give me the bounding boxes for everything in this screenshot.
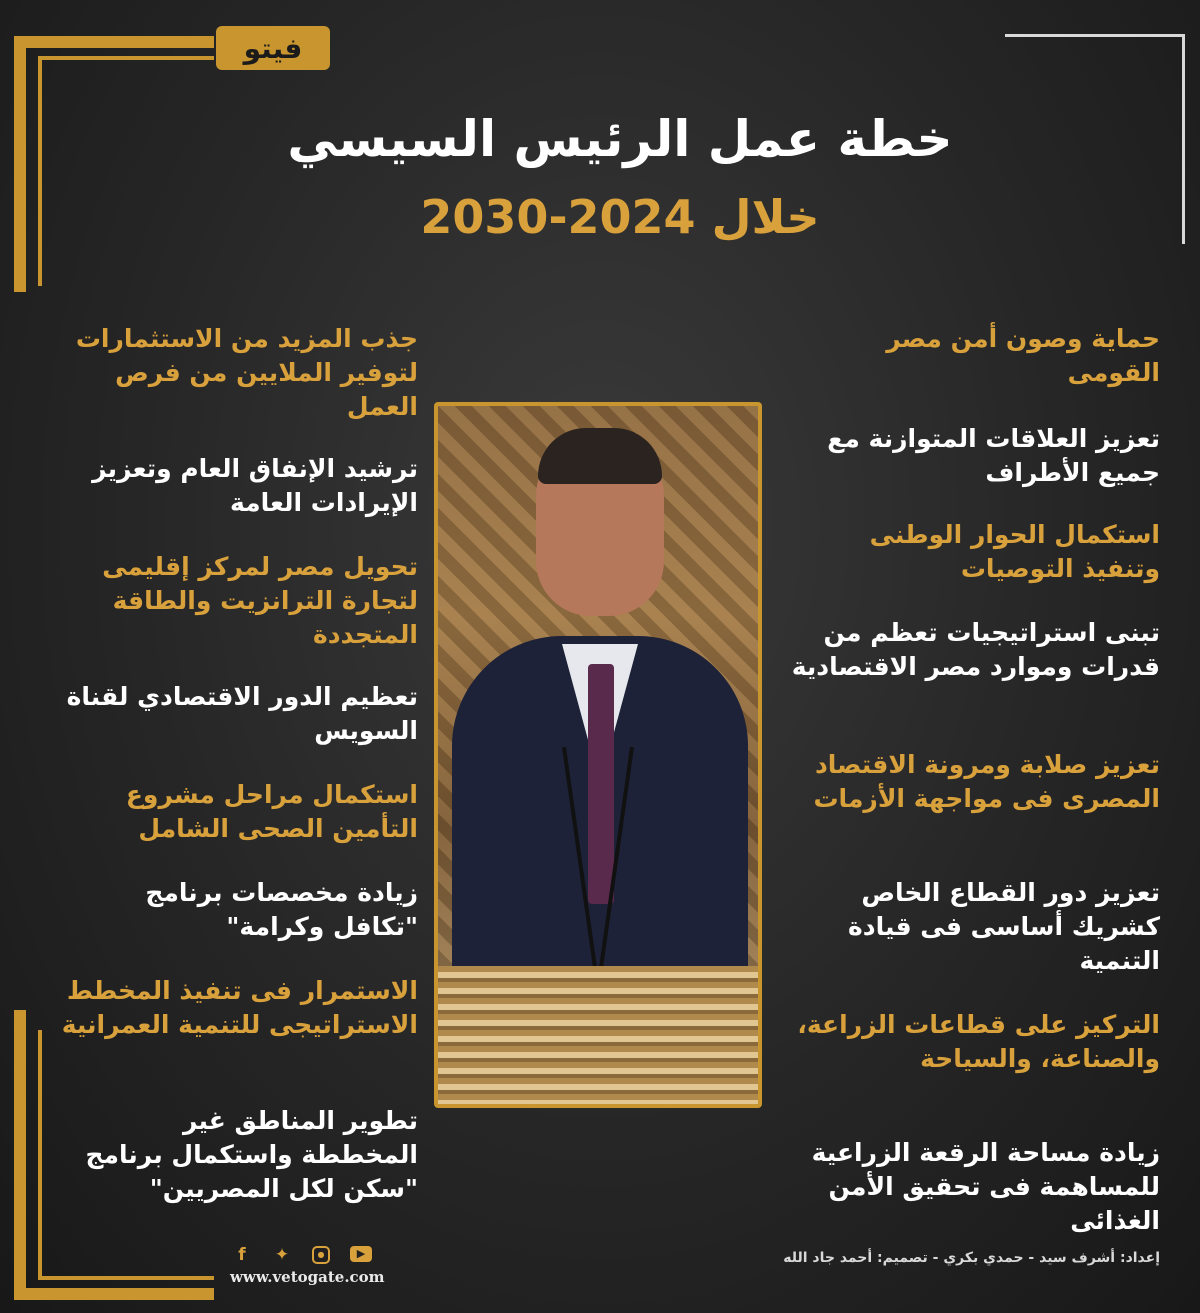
photo-tie xyxy=(588,664,614,904)
frame-top-left-inner-bar xyxy=(38,56,214,60)
frame-bottom-left-inner-bar xyxy=(38,1276,214,1280)
plan-item-left: استكمال مراحل مشروع التأمين الصحى الشامل xyxy=(125,780,418,843)
president-photo xyxy=(434,402,762,1108)
youtube-icon[interactable]: ▶ xyxy=(350,1246,372,1262)
plan-item-left: تعظيم الدور الاقتصادي لقناة السويس xyxy=(66,682,418,745)
plan-item-left: تحويل مصر لمركز إقليمى لتجارة الترانزيت والطاقة المتجددة xyxy=(102,552,418,649)
instagram-icon[interactable]: ● xyxy=(312,1246,330,1264)
frame-top-right-bar xyxy=(1005,34,1185,37)
frame-top-left-inner-side xyxy=(38,56,42,286)
plan-item-left: جذب المزيد من الاستثمارات لتوفير الملايين من فرص العمل xyxy=(75,324,418,421)
plan-item-right: تبنى استراتيجيات تعظم من قدرات وموارد مصر الاقتصادية xyxy=(791,618,1160,681)
photo-podium xyxy=(438,966,758,1106)
twitter-icon[interactable]: ✦ xyxy=(274,1245,290,1265)
credits-text: إعداد: أشرف سيد - حمدي بكري - تصميم: أحمد جاد الله xyxy=(783,1250,1160,1266)
plan-item-right: حماية وصون أمن مصر القومى xyxy=(886,324,1160,387)
brand-logo: فيتو xyxy=(216,26,330,70)
plan-item-left: الاستمرار فى تنفيذ المخطط الاستراتيجى للتنمية العمرانية xyxy=(61,976,418,1039)
plan-item-right: استكمال الحوار الوطنى وتنفيذ التوصيات xyxy=(869,520,1160,583)
plan-item-right: تعزيز صلابة ومرونة الاقتصاد المصرى فى مواجهة الأزمات xyxy=(813,750,1160,813)
website-url[interactable]: www.vetogate.com xyxy=(230,1268,385,1286)
plan-item-left: تطوير المناطق غير المخططة واستكمال برنامج "سكن لكل المصريين" xyxy=(85,1106,418,1203)
frame-top-left-bar xyxy=(14,36,214,48)
plan-item-right: التركيز على قطاعات الزراعة، والصناعة، والسياحة xyxy=(797,1010,1160,1073)
frame-top-left-side xyxy=(14,36,26,292)
frame-bottom-left-inner-side xyxy=(38,1030,42,1280)
facebook-icon[interactable]: f xyxy=(238,1245,246,1265)
plan-item-left: ترشيد الإنفاق العام وتعزيز الإيرادات العامة xyxy=(92,454,418,517)
frame-bottom-left-side xyxy=(14,1010,26,1300)
plan-item-right: تعزيز العلاقات المتوازنة مع جميع الأطراف xyxy=(827,424,1160,487)
frame-bottom-left-bar xyxy=(14,1288,214,1300)
social-icons xyxy=(232,1246,372,1264)
page-subtitle: خلال 2024-2030 xyxy=(420,190,820,244)
plan-item-right: تعزيز دور القطاع الخاص كشريك أساسى فى قيادة التنمية xyxy=(848,878,1160,975)
plan-item-left: زيادة مخصصات برنامج "تكافل وكرامة" xyxy=(145,878,418,941)
frame-top-right-side xyxy=(1182,34,1185,244)
page-title: خطة عمل الرئيس السيسي xyxy=(287,110,953,168)
plan-item-right: زيادة مساحة الرقعة الزراعية للمساهمة فى تحقيق الأمن الغذائى xyxy=(811,1138,1160,1235)
